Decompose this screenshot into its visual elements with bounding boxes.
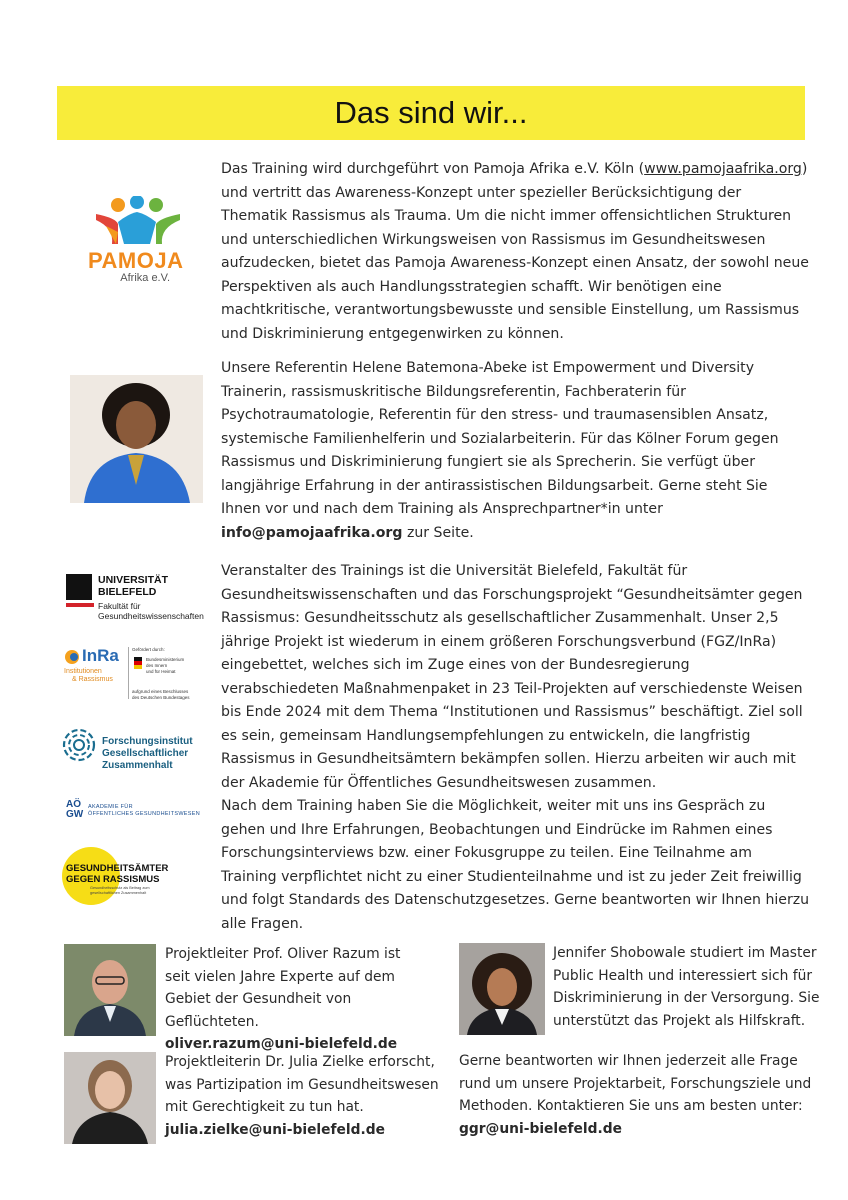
gga-line2: GEGEN RASSISMUS: [66, 874, 160, 885]
uni-red-bar: [66, 603, 94, 607]
shobowale-bio: [553, 942, 823, 1032]
uni-square-icon: [66, 574, 92, 600]
fgz-line3: Zusammenhalt: [102, 760, 173, 771]
inra-bm2: des Innern: [146, 663, 168, 668]
aoegw-mark1: AÖ: [66, 799, 81, 810]
zielke-email[interactable]: julia.zielke@uni-bielefeld.de: [165, 1121, 385, 1138]
pamoja-text-end: ) und vertritt das Awareness-Konzept unter spezieller Berücksichtigung der Thematik Rassismus als Trauma. Um die nicht immer offensichtlichen Strukturen und unterschiedlichen Wirkungsweisen von Rassismus im Gesundheitswesen aufzudecken, bietet das Pamoja Awareness-Konzept einen Ansatz, der sowohl neue Perspektiven als auch Handlungsstrategien schafft. Wir benötigen eine machtkritische, verantwortungsbewusste und sensible Einstellung, um Rassismus und Diskriminierung entgegenwirken zu können.: [221, 161, 809, 342]
gga-logo: [60, 845, 210, 907]
veranstalter-text: Veranstalter des Trainings ist die Universität Bielefeld, Fakultät für Gesundheitswissenschaften und das Forschungsprojekt “Gesundheitsämter gegen Rassismus: Gesundheitsschutz als gesellschaftlicher Zusammenhalt. Unser 2,5 jährige Projekt ist wiederum in einem größeren Forschungsverbund (FGZ/InRa) eingebettet, welches sich im Zuge eines von der Bundesregierung verabschiedeten Maßnahmenpaket in 23 Teil-Projekten auf verschiedenste Weisen bis Ende 2024 mit dem Thema “Institutionen und Rassismus” beschäftigt. Ziel soll es sein, gemeinsam Handlungsempfehlungen zu entwickeln, die langfristig Rassismus in Gesundheitsämtern bekämpfen sollen. Hierzu arbeiten wir auch mit der Akademie für Öffentliches Gesundheitswesen zusammen.: [221, 563, 803, 791]
zielke-bio: [165, 1051, 445, 1141]
pamoja-figures-icon: [88, 196, 184, 248]
gga-line1: GESUNDHEITSÄMTER: [66, 863, 169, 874]
fgz-line1: Forschungsinstitut: [102, 736, 193, 747]
veranstalter-paragraph: [221, 560, 811, 936]
uni-line2: BIELEFELD: [98, 586, 157, 598]
inra-beschluss1: aufgrund eines Beschlusses: [132, 689, 189, 694]
fgz-line2: Gesellschaftlicher: [102, 748, 189, 759]
razum-email[interactable]: oliver.razum@uni-bielefeld.de: [165, 1036, 398, 1053]
inra-dot-icon: [64, 649, 80, 665]
aoegw-logo: [66, 800, 206, 824]
uni-faculty1: Fakultät für: [98, 601, 141, 611]
razum-bio: [165, 943, 425, 1056]
contact-text: Gerne beantworten wir Ihnen jederzeit alle Frage rund um unsere Projektarbeit, Forschungsziele und Methoden. Kontaktieren Sie uns am besten unter:: [459, 1053, 812, 1115]
pamoja-paragraph: [221, 158, 811, 346]
aoegw-mark2: GW: [66, 809, 84, 820]
referentin-text: Unsere Referentin Helene Batemona-Abeke ist Empowerment und Diversity Trainerin, rassismuskritische Bildungsreferentin, Fachberaterin für Psychotraumatologie, Referentin für den stress- und traumasensiblen Ansatz, systemische Familienhelferin und Sozialarbeiterin. Für das Kölner Forum gegen Rassismus und Diskriminierung fungiert sie als Sprecherin. Sie verfügt über langjährige Erfahrung in der antirassistischen Bildungsarbeit. Gerne steht Sie Ihnen vor und nach dem Training als Ansprechpartner*in unter: [221, 360, 779, 517]
inra-divider: [128, 647, 129, 699]
pamoja-text-start: Das Training wird durchgeführt von Pamoja Afrika e.V. Köln (: [221, 161, 645, 177]
contact-block: [459, 1050, 824, 1140]
razum-photo: [64, 944, 156, 1036]
studie-text: Nach dem Training haben Sie die Möglichkeit, weiter mit uns ins Gespräch zu gehen und Ihre Erfahrungen, Beobachtungen und Eindrücke im Rahmen eines Forschungsinterviews bzw. einer Fokusgruppe zu teilen. Eine Teilnahme am Training verpflichtet nicht zu einer Studienteilnahme und ist zu jeder Zeit freiwillig und folgt Standards des Datenschutzgesetzes. Gerne beantworten wir Ihnen hierzu alle Fragen.: [221, 798, 810, 932]
inra-beschluss2: des Deutschen Bundestages: [132, 695, 190, 700]
fgz-logo: [62, 726, 212, 778]
pamoja-logo: [88, 196, 184, 286]
inra-bm3: und für Heimat: [146, 669, 176, 674]
uni-line1: UNIVERSITÄT: [98, 574, 169, 586]
pamoja-logo-name: PAMOJA: [88, 248, 184, 273]
eagle-icon: [134, 657, 142, 671]
inra-sub2: & Rassismus: [72, 676, 113, 683]
shobowale-photo: [459, 943, 545, 1035]
shobowale-text: Jennifer Shobowale studiert im Master Public Health und interessiert sich für Diskriminierung in der Versorgung. Sie unterstützt das Projekt als Hilfskraft.: [553, 945, 820, 1029]
gga-line4: gesellschaftlichen Zusammenhalt: [90, 891, 147, 895]
aoegw-text2: ÖFFENTLICHES GESUNDHEITSWESEN: [88, 811, 200, 817]
pamoja-logo-sub: Afrika e.V.: [120, 272, 170, 284]
zielke-photo: [64, 1052, 156, 1144]
referentin-text-end: zur Seite.: [402, 524, 474, 541]
contact-email[interactable]: ggr@uni-bielefeld.de: [459, 1120, 622, 1137]
pamoja-website-link[interactable]: www.pamojaafrika.org: [644, 161, 802, 177]
title-banner: [57, 86, 805, 140]
fgz-circle-icon: [62, 728, 96, 762]
inra-logo: [64, 645, 204, 707]
inra-bm1: Bundesministerium: [146, 657, 185, 662]
inra-sub1: Institutionen: [64, 668, 102, 675]
inra-name: InRa: [82, 646, 119, 665]
page-title: Das sind wir...: [334, 95, 528, 130]
referentin-paragraph: [221, 357, 811, 545]
uni-bielefeld-logo: [66, 572, 206, 622]
aoegw-text1: AKADEMIE FÜR: [88, 804, 133, 810]
referentin-email[interactable]: info@pamojaafrika.org: [221, 524, 403, 541]
uni-faculty2: Gesundheitswissenschaften: [98, 611, 204, 621]
inra-gefoerdert: Gefördert durch:: [132, 647, 165, 652]
gga-line3: Gesundheitsschutz als Beitrag zum: [90, 886, 150, 890]
razum-text: Projektleiter Prof. Oliver Razum ist seit vielen Jahre Experte auf dem Gebiet der Gesundheit von Geflüchteten.: [165, 946, 401, 1030]
zielke-text: Projektleiterin Dr. Julia Zielke erforscht, was Partizipation im Gesundheitswesen mit Gerechtigkeit zu tun hat.: [165, 1054, 439, 1116]
referentin-photo: [70, 375, 203, 503]
